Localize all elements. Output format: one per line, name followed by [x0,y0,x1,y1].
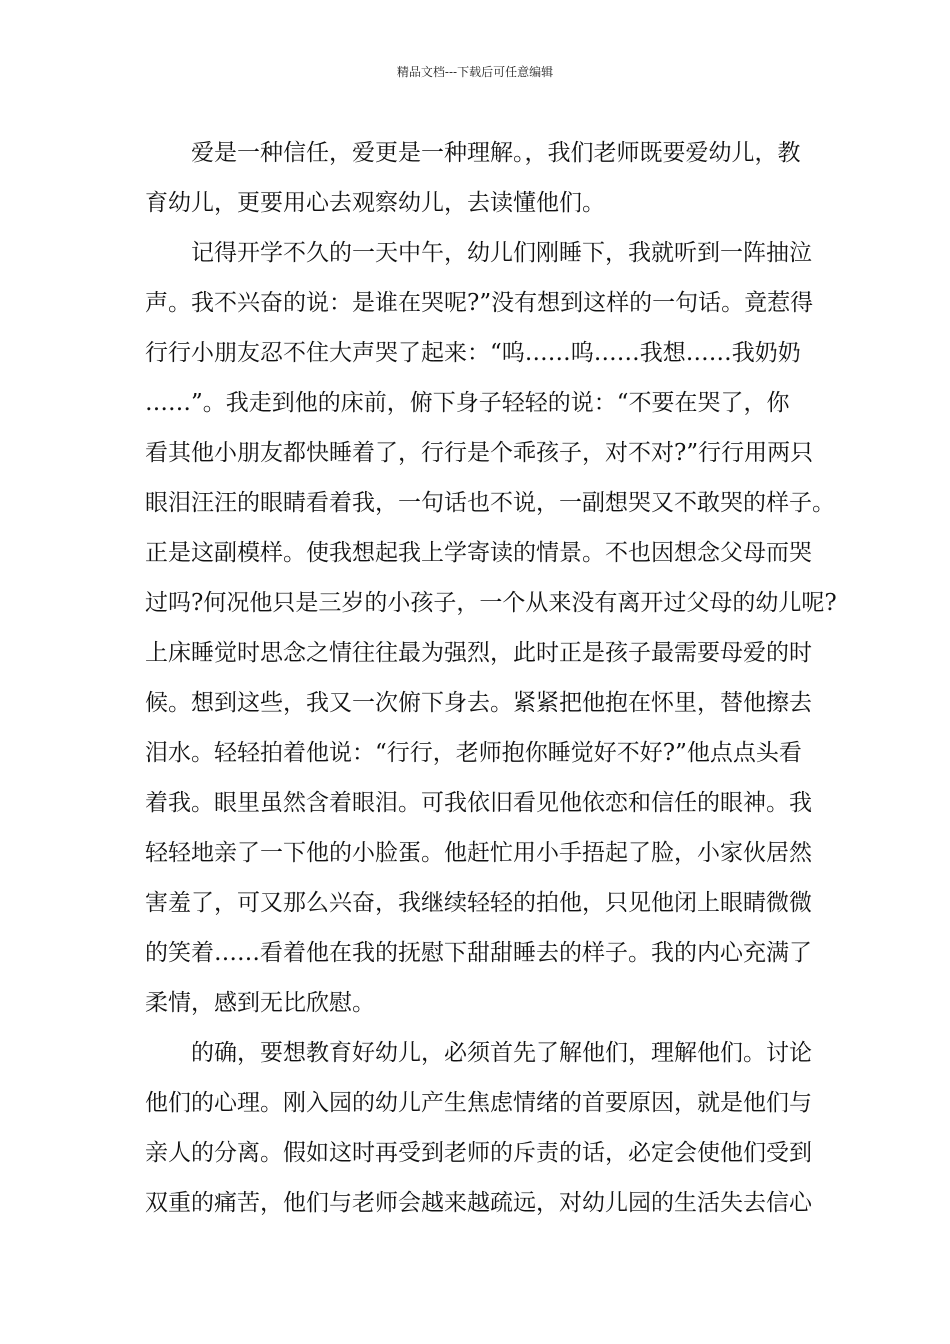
text-line: 害羞了，可又那么兴奋，我继续轻轻的拍他，只见他闭上眼睛微微 [145,890,812,916]
paragraph-1 [145,128,825,228]
text-line: 的确，要想教育好幼儿，必须首先了解他们，理解他们。讨论 [191,1040,812,1066]
text-line: 柔情，感到无比欣慰。 [145,990,375,1016]
text-line: 轻轻地亲了一下他的小脸蛋。他赶忙用小手捂起了脸，小家伙居然 [145,840,812,866]
text-line: 声。我不兴奋的说：是谁在哭呢?”没有想到这样的一句话。竟惹得 [145,290,814,316]
text-line: 爱是一种信任，爱更是一种理解。，我们老师既要爱幼儿，教 [191,140,801,166]
text-line: 他们的心理。刚入园的幼儿产生焦虑情绪的首要原因，就是他们与 [145,1090,812,1116]
text-line: 正是这副模样。使我想起我上学寄读的情景。不也因想念父母而哭 [145,540,812,566]
text-line: 着我。眼里虽然含着眼泪。可我依旧看见他依恋和信任的眼神。我 [145,790,812,816]
page-header: 精品文档---下载后可任意编辑 [396,65,554,79]
text-line: 看其他小朋友都快睡着了，行行是个乖孩子，对不对?”行行用两只 [145,440,814,466]
text-line: ……”。我走到他的床前，俯下身子轻轻的说：“不要在哭了，你 [145,390,790,416]
text-line: 眼泪汪汪的眼睛看着我，一句话也不说，一副想哭又不敢哭的样子。 [145,490,835,516]
text-line: 记得开学不久的一天中午，幼儿们刚睡下，我就听到一阵抽泣 [191,240,812,266]
text-line: 双重的痛苦，他们与老师会越来越疏远，对幼儿园的生活失去信心 [145,1190,812,1216]
text-line: 育幼儿，更要用心去观察幼儿，去读懂他们。 [145,190,605,216]
text-line: 候。想到这些，我又一次俯下身去。紧紧把他抱在怀里，替他擦去 [145,690,812,716]
text-line: 的笑着……看着他在我的抚慰下甜甜睡去的样子。我的内心充满了 [145,940,812,966]
paragraph-3 [145,1028,825,1228]
text-line: 过吗?何况他只是三岁的小孩子，一个从来没有离开过父母的幼儿呢? [145,590,837,616]
document-body [145,128,837,1228]
paragraph-2 [145,228,837,1028]
text-line: 行行小朋友忍不住大声哭了起来：“呜……呜……我想……我奶奶 [145,340,801,366]
text-line: 泪水。轻轻拍着他说：“行行，老师抱你睡觉好不好?”他点点头看 [145,740,802,766]
text-line: 亲人的分离。假如这时再受到老师的斥责的话，必定会使他们受到 [145,1140,812,1166]
text-line: 上床睡觉时思念之情往往最为强烈，此时正是孩子最需要母爱的时 [145,640,812,666]
